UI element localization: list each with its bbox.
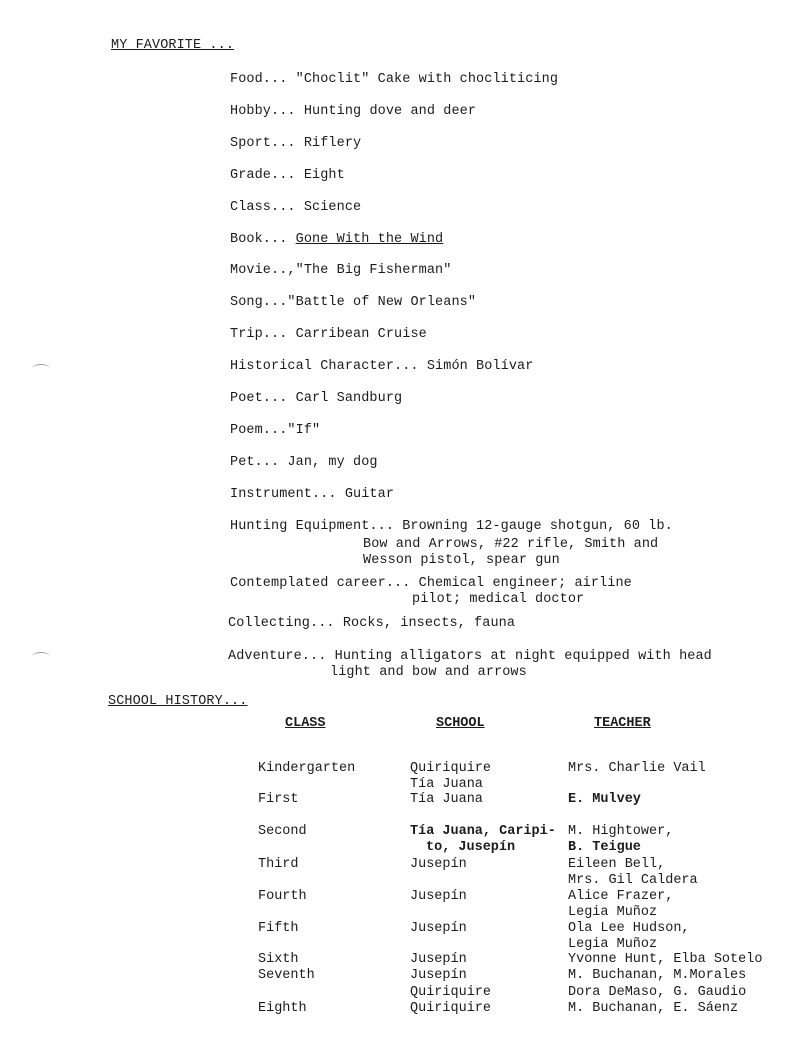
table-cell-teacher: Legia Muñoz (568, 937, 658, 952)
table-cell-teacher: B. Teigue (568, 840, 641, 855)
table-cell-teacher: Legia Muñoz (568, 905, 658, 920)
favorite-item-poem (230, 423, 320, 439)
column-header-class: CLASS (285, 716, 326, 731)
table-cell-class: Eighth (258, 1001, 307, 1016)
table-cell-teacher: M. Buchanan, M.Morales (568, 968, 747, 983)
favorite-value: Carribean Cruise (295, 327, 427, 342)
favorite-label: Hobby... (230, 104, 296, 119)
favorite-value: Rocks, insects, fauna (342, 616, 516, 631)
favorite-item-hunting-equipment (230, 519, 673, 535)
column-header-teacher: TEACHER (594, 716, 651, 731)
favorite-item-pet (230, 455, 378, 471)
favorite-item-hobby (230, 104, 476, 120)
favorite-label: Book... (230, 232, 288, 247)
favorite-value: "The Big Fisherman" (295, 263, 452, 278)
favorite-item-sport (230, 136, 361, 152)
table-cell-school: Quiriquire (410, 1001, 492, 1016)
favorite-label: Pet... (230, 455, 280, 470)
table-cell-teacher: Dora DeMaso, G. Gaudio (568, 985, 747, 1000)
favorite-item-instrument (230, 487, 394, 503)
favorite-label: Poet... (230, 391, 288, 406)
favorite-value-line: pilot; medical doctor (412, 592, 585, 607)
table-cell-school: Jusepín (410, 889, 467, 904)
favorite-value: "If" (287, 423, 321, 438)
column-header-school: SCHOOL (436, 716, 485, 731)
favorite-item-grade (230, 168, 345, 184)
table-cell-teacher: Yvonne Hunt, Elba Sotelo (568, 952, 763, 967)
favorite-value-line: Chemical engineer; airline (418, 576, 632, 591)
table-cell-school: Jusepín (410, 921, 467, 936)
table-cell-school: Tía Juana (410, 777, 483, 792)
table-cell-class: Sixth (258, 952, 299, 967)
favorite-item-trip (230, 327, 427, 343)
table-cell-class: Second (258, 824, 307, 839)
favorite-item-career (230, 576, 632, 592)
margin-mark-upper (32, 364, 50, 373)
favorite-value-line: Wesson pistol, spear gun (363, 553, 560, 568)
favorite-value: Hunting dove and deer (303, 104, 477, 119)
favorite-value: Gone With the Wind (295, 232, 444, 247)
table-cell-teacher: M. Hightower, (568, 824, 674, 839)
favorite-label: Sport... (230, 136, 296, 151)
table-cell-class: Seventh (258, 968, 315, 983)
favorite-label: Poem... (230, 423, 288, 438)
favorite-value: Eight (303, 168, 345, 183)
table-cell-class: Fifth (258, 921, 299, 936)
favorite-label: Contemplated career... (230, 576, 411, 591)
favorite-value: Riflery (303, 136, 362, 151)
favorite-value: "Choclit" Cake with chocliticing (295, 72, 559, 87)
table-cell-school: Tía Juana (410, 792, 483, 807)
favorite-label: Adventure... (228, 649, 327, 664)
favorite-label: Food... (230, 72, 288, 87)
favorite-item-book (230, 232, 443, 248)
margin-mark-lower (32, 652, 50, 661)
favorite-item-food (230, 72, 558, 88)
table-cell-teacher: Ola Lee Hudson, (568, 921, 690, 936)
favorite-label: Movie.., (230, 263, 296, 278)
table-cell-teacher: Mrs. Charlie Vail (568, 761, 706, 776)
favorite-item-song (230, 295, 476, 311)
favorite-label: Hunting Equipment... (230, 519, 395, 534)
favorite-label: Historical Character... (230, 359, 419, 374)
favorite-item-poet (230, 391, 402, 407)
table-cell-class: Kindergarten (258, 761, 356, 776)
table-cell-teacher: Eileen Bell, (568, 857, 666, 872)
table-cell-school: Jusepín (410, 952, 467, 967)
school-history-heading: SCHOOL HISTORY... (108, 694, 248, 709)
favorite-value-line: light and bow and arrows (330, 665, 527, 680)
favorite-item-class (230, 200, 361, 216)
favorite-value-line: Browning 12-gauge shotgun, 60 lb. (402, 519, 673, 534)
table-cell-school: Quiriquire (410, 985, 492, 1000)
favorite-label: Collecting... (228, 616, 335, 631)
favorite-item-adventure (228, 649, 712, 665)
favorite-value: Carl Sandburg (295, 391, 403, 406)
table-cell-class: Fourth (258, 889, 307, 904)
favorite-value-line: Hunting alligators at night equipped with head (334, 649, 712, 664)
table-cell-teacher: Alice Frazer, (568, 889, 674, 904)
table-cell-teacher: Mrs. Gil Caldera (568, 873, 698, 888)
table-cell-school: Jusepín (410, 968, 467, 983)
table-cell-teacher: E. Mulvey (568, 792, 641, 807)
favorite-value-line: Bow and Arrows, #22 rifle, Smith and (363, 537, 659, 552)
favorite-value: Science (303, 200, 362, 215)
favorite-label: Song... (230, 295, 288, 310)
table-cell-class: First (258, 792, 299, 807)
favorite-item-movie (230, 263, 451, 279)
favorite-value: "Battle of New Orleans" (287, 295, 477, 310)
favorite-item-collecting (228, 616, 515, 632)
table-cell-school: Jusepín (410, 857, 467, 872)
table-cell-school: Tía Juana, Caripi- (410, 824, 556, 839)
favorite-value: Guitar (344, 487, 395, 502)
favorite-value: Jan, my dog (287, 455, 378, 470)
favorite-label: Trip... (230, 327, 288, 342)
favorite-item-historical-character (230, 359, 533, 375)
table-cell-class: Third (258, 857, 299, 872)
favorite-label: Class... (230, 200, 296, 215)
table-cell-school: Quiriquire (410, 761, 492, 776)
favorites-heading: MY FAVORITE ... (111, 38, 235, 53)
favorite-label: Instrument... (230, 487, 337, 502)
favorite-label: Grade... (230, 168, 296, 183)
table-cell-school: to, Jusepín (426, 840, 516, 855)
favorite-value: Simón Bolívar (426, 359, 534, 374)
table-cell-teacher: M. Buchanan, E. Sáenz (568, 1001, 739, 1016)
